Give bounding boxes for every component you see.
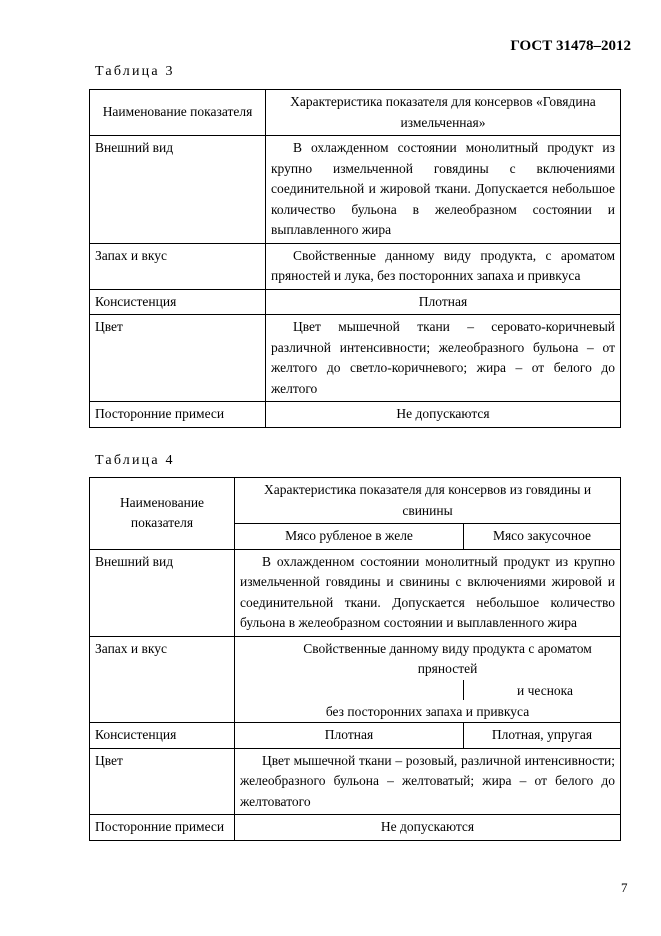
row-value: Свойственные данному виду продукта, с ароматом пряностей и лука, без посторонних запаха и привкуса bbox=[266, 243, 621, 289]
row-name: Запах и вкус bbox=[90, 243, 266, 289]
table3-header-row bbox=[90, 90, 621, 136]
table-row bbox=[90, 136, 621, 244]
smell-split-line bbox=[240, 680, 615, 702]
row-name: Посторонние примеси bbox=[90, 402, 266, 428]
table-row bbox=[90, 549, 621, 636]
table4-group-header: Характеристика показателя для консервов из говядины и свинины bbox=[235, 478, 621, 524]
row-value: Плотная bbox=[266, 289, 621, 315]
row-name: Внешний вид bbox=[90, 136, 266, 244]
row-value bbox=[235, 636, 621, 723]
row-name: Цвет bbox=[90, 748, 235, 815]
table-row bbox=[90, 243, 621, 289]
row-value: Не допускаются bbox=[266, 402, 621, 428]
smell-snack-extra: и чеснока bbox=[516, 682, 574, 698]
row-value-jelly: Плотная bbox=[235, 723, 464, 749]
smell-block bbox=[240, 639, 615, 723]
row-value: Цвет мышечной ткани – розовый, различной интенсивности; желеобразного бульона – желтоватый; жира – от белого до желтоватого bbox=[235, 748, 621, 815]
table4-header-row bbox=[90, 478, 621, 524]
column-divider-fragment bbox=[463, 680, 464, 700]
row-value: В охлажденном состоянии монолитный продукт из крупно измельченной говядины и свинины с включениями жировой и соединительной ткани. Допускается небольшое количество бульона в желеобразном состоянии и выплавленного жира bbox=[235, 549, 621, 636]
row-value: В охлажденном состоянии монолитный продукт из крупно измельченной говядины с включениями соединительной и жировой ткани. Допускается небольшое количество бульона в желеобразном состоянии и выплавленного жира bbox=[266, 136, 621, 244]
table3-col1-header: Наименование показателя bbox=[90, 90, 266, 136]
row-name: Консистенция bbox=[90, 289, 266, 315]
table4-caption: Таблица 4 bbox=[95, 453, 175, 468]
row-value-snack: Плотная, упругая bbox=[464, 723, 621, 749]
smell-line-1: Свойственные данному виду продукта с ароматом пряностей bbox=[303, 640, 592, 676]
table-row bbox=[90, 815, 621, 841]
row-value: Цвет мышечной ткани – серовато-коричневый различной интенсивности; желеобразного бульона – от желтого до светло-коричневого; жира – от белого до желтого bbox=[266, 315, 621, 402]
row-name: Консистенция bbox=[90, 723, 235, 749]
table-row bbox=[90, 402, 621, 428]
row-value: Не допускаются bbox=[235, 815, 621, 841]
table-row bbox=[90, 723, 621, 749]
row-name: Цвет bbox=[90, 315, 266, 402]
table-row bbox=[90, 315, 621, 402]
table3 bbox=[89, 89, 621, 428]
table4-subheader-snack: Мясо закусочное bbox=[464, 524, 621, 550]
smell-line-3: без посторонних запаха и привкуса bbox=[325, 703, 530, 719]
page-number: 7 bbox=[621, 880, 628, 895]
row-name: Внешний вид bbox=[90, 549, 235, 636]
row-name: Посторонние примеси bbox=[90, 815, 235, 841]
table3-caption: Таблица 3 bbox=[95, 64, 175, 79]
table-row bbox=[90, 289, 621, 315]
table4 bbox=[89, 477, 621, 841]
standard-number: ГОСТ 31478–2012 bbox=[510, 38, 631, 54]
table4-subheader-jelly: Мясо рубленое в желе bbox=[235, 524, 464, 550]
table3-col2-header: Характеристика показателя для консервов «Говядина измельченная» bbox=[266, 90, 621, 136]
table4-col1-header: Наименование показателя bbox=[90, 478, 235, 550]
table-row bbox=[90, 636, 621, 723]
row-name: Запах и вкус bbox=[90, 636, 235, 723]
table-row bbox=[90, 748, 621, 815]
